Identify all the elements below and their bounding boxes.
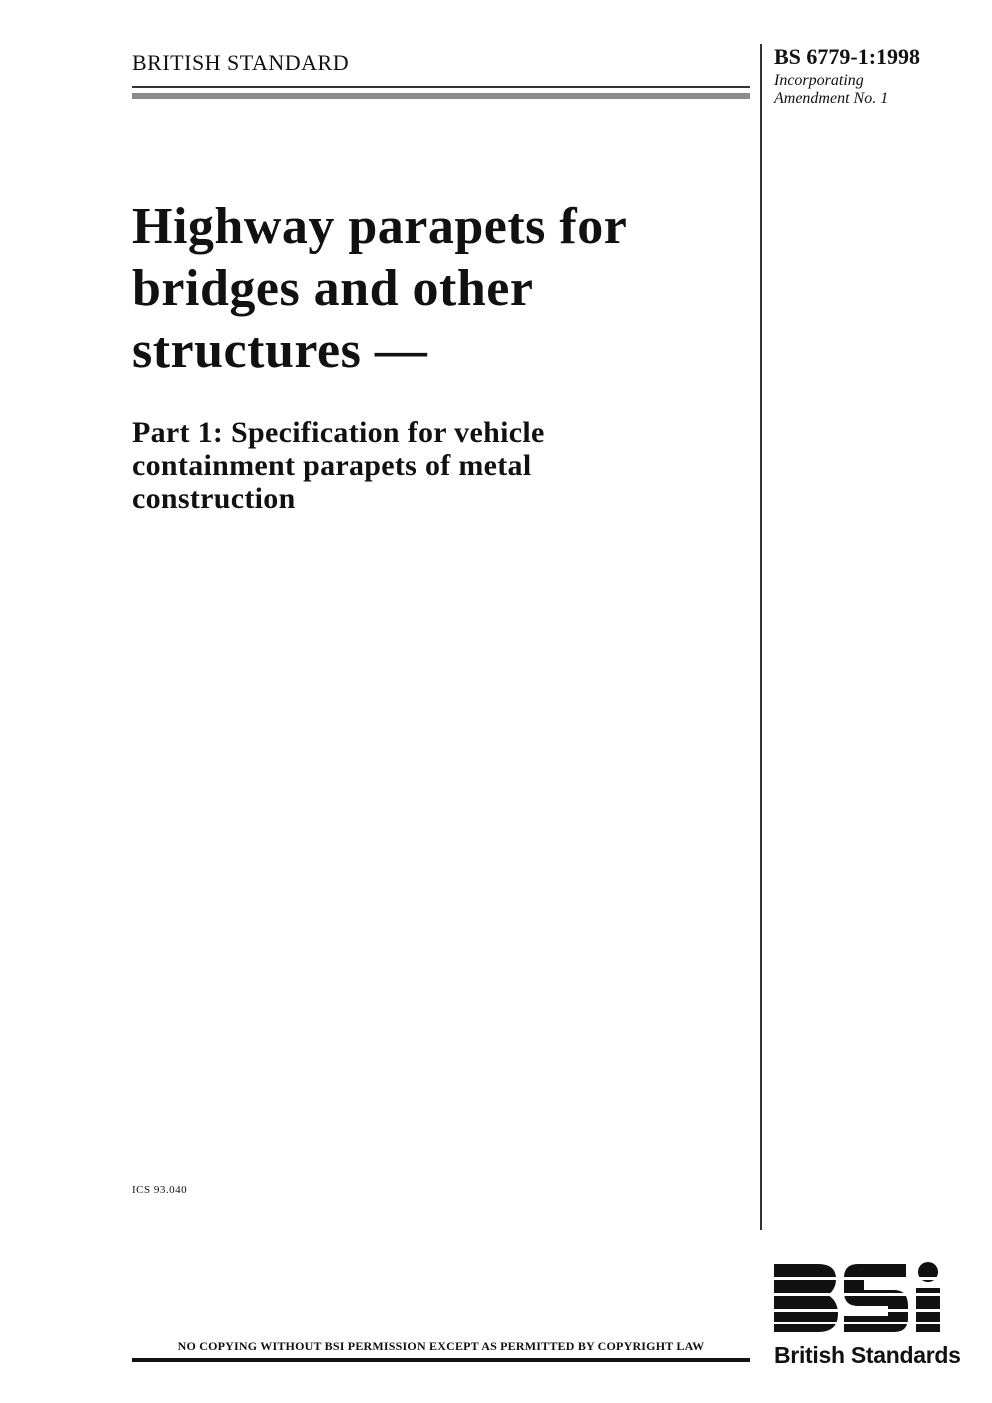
amendment-line-1: Incorporating — [774, 72, 864, 89]
bsi-logo — [774, 1262, 952, 1334]
copyright-notice: NO COPYING WITHOUT BSI PERMISSION EXCEPT AS PERMITTED BY COPYRIGHT LAW — [177, 1339, 705, 1353]
standard-number: BS 6779-1:1998 — [774, 44, 921, 69]
footer-rule — [132, 1358, 750, 1362]
bsi-logo-caption: British Standards — [774, 1342, 961, 1368]
header-rule-thin — [132, 86, 750, 88]
amendment-line-2: Amendment No. 1 — [774, 90, 889, 107]
vertical-divider — [760, 44, 762, 1230]
ics-code: ICS 93.040 — [132, 1184, 188, 1196]
document-title: Highway parapets for bridges and other structures — — [132, 198, 627, 379]
header-rule-thick — [132, 93, 750, 99]
header-rule — [132, 86, 750, 102]
document-type-label: BRITISH STANDARD — [132, 50, 350, 75]
document-subtitle: Part 1: Specification for vehicle containment parapets of metal construction — [132, 416, 545, 515]
